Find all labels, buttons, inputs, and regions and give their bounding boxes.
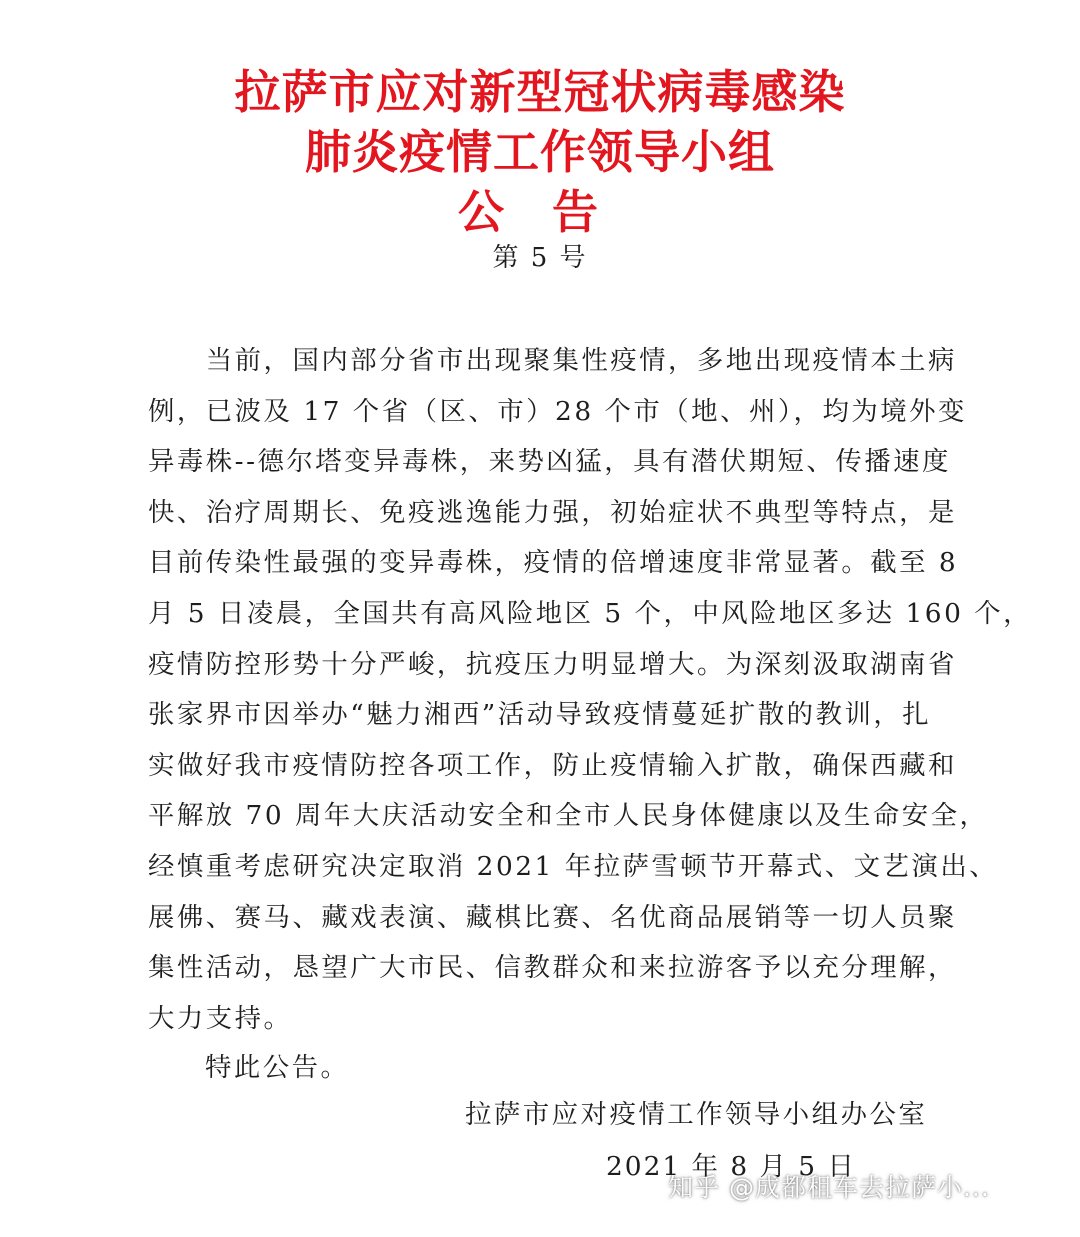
body-line: 集性活动，恳望广大市民、信教群众和来拉游客予以充分理解，	[148, 952, 957, 984]
announcement-title	[0, 62, 1080, 242]
source-watermark: 知乎 @成都租车去拉萨小...	[668, 1173, 990, 1202]
signing-date: 2021 年 8 月 5 日	[606, 1151, 856, 1182]
title-line-2: 肺炎疫情工作领导小组	[305, 125, 775, 179]
title-line-1: 拉萨市应对新型冠状病毒感染	[234, 65, 846, 119]
body-line: 当前，国内部分省市出现聚集性疫情，多地出现疫情本土病	[148, 345, 957, 376]
body-line: 张家界市因举办“魅力湘西”活动导致疫情蔓延扩散的教训，扎	[148, 699, 932, 731]
title-line-3: 公告	[458, 185, 646, 239]
closing-remark: 特此公告。	[205, 1052, 350, 1083]
announcement-body	[148, 336, 1033, 1044]
body-line: 异毒株--德尔塔变异毒株，来势凶猛，具有潜伏期短、传播速度	[148, 446, 951, 478]
body-line: 目前传染性最强的变异毒株，疫情的倍增速度非常显著。截至 8	[148, 547, 959, 579]
body-line: 实做好我市疫情防控各项工作，防止疫情输入扩散，确保西藏和	[148, 749, 957, 781]
document-number: 第 5 号	[492, 243, 588, 273]
body-line: 平解放 70 周年大庆活动安全和全市人民身体健康以及生命安全，	[148, 800, 989, 832]
body-line: 经慎重考虑研究决定取消 2021 年拉萨雪顿节开幕式、文艺演出、	[148, 850, 999, 882]
body-line: 快、治疗周期长、免疫逃逸能力强，初始症状不典型等特点，是	[148, 496, 957, 528]
body-line: 疫情防控形势十分严峻，抗疫压力明显增大。为深刻汲取湖南省	[148, 648, 957, 680]
body-line: 例，已波及 17 个省（区、市）28 个市（地、州），均为境外变	[148, 395, 967, 427]
body-line: 展佛、赛马、藏戏表演、藏棋比赛、名优商品展销等一切人员聚	[148, 901, 957, 933]
signing-office: 拉萨市应对疫情工作领导小组办公室	[465, 1099, 928, 1130]
body-line: 月 5 日凌晨，全国共有高风险地区 5 个，中风险地区多达 160 个，	[148, 597, 1033, 629]
body-line: 大力支持。	[148, 1002, 293, 1034]
